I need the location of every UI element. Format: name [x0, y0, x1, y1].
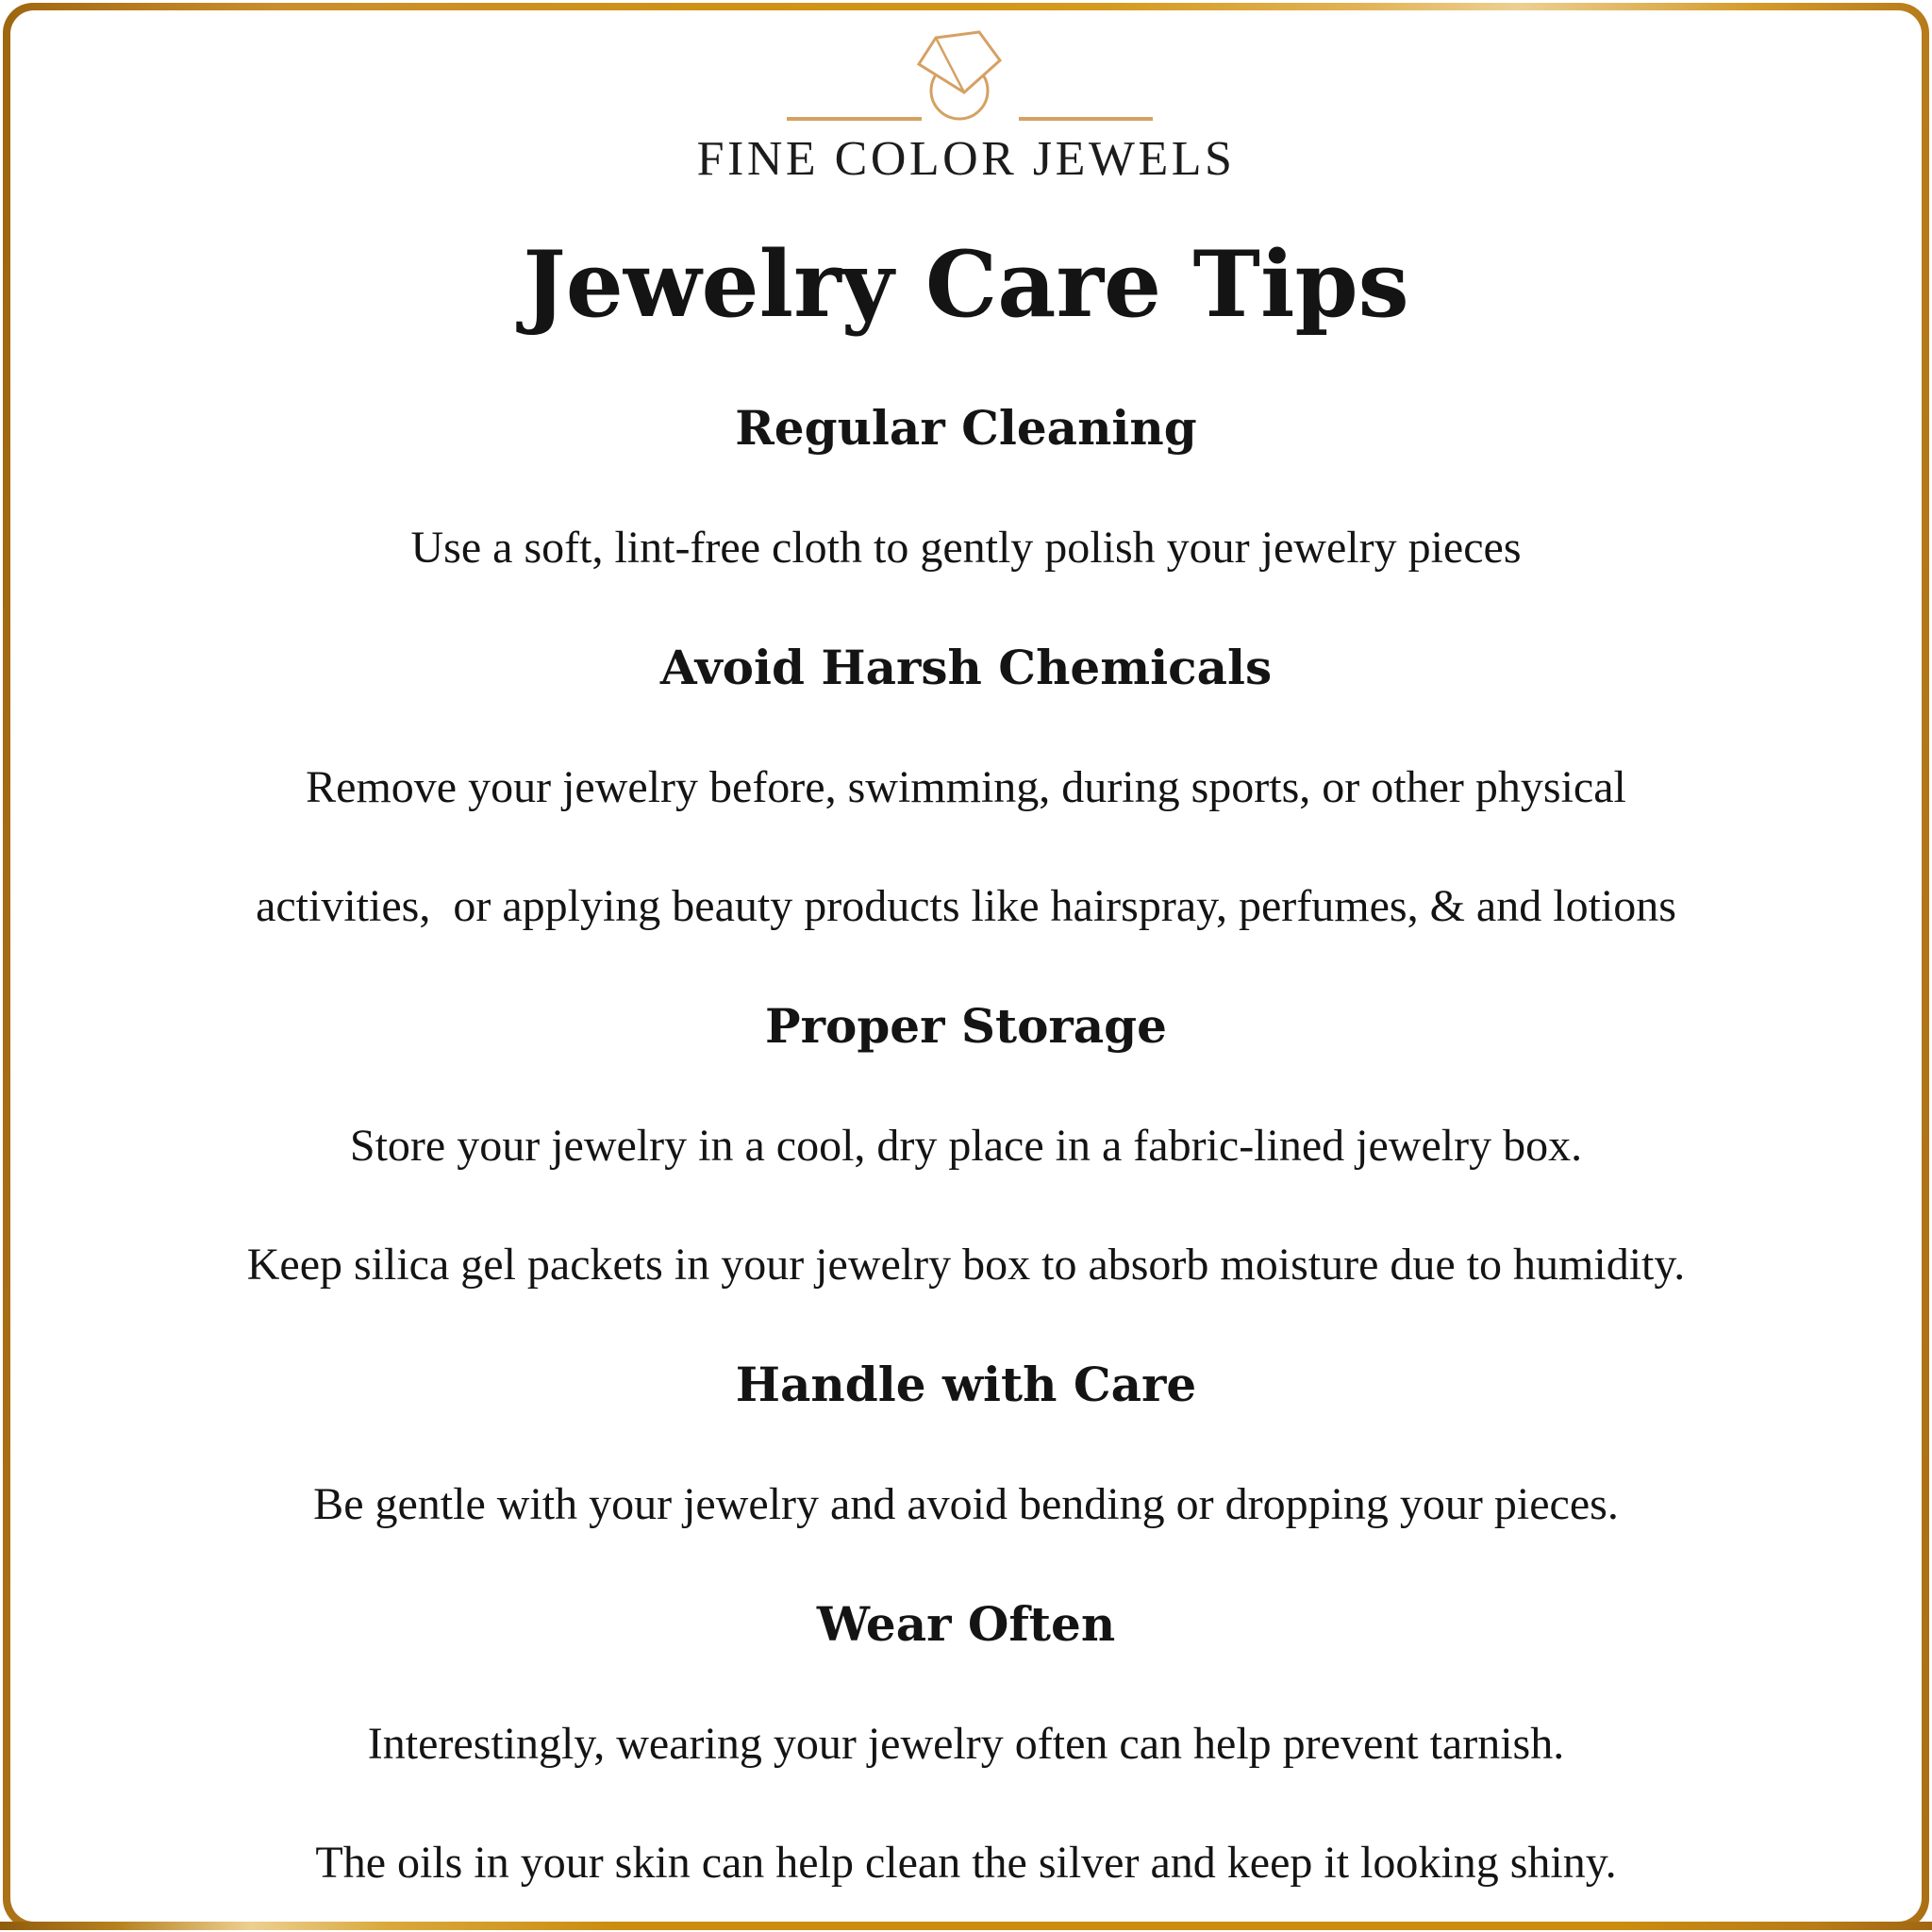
section-text: Be gentle with your jewelry and avoid bending or dropping your pieces. [313, 1478, 1619, 1529]
section-heading-proper-storage: Proper Storage [765, 998, 1167, 1055]
section-text: Use a soft, lint-free cloth to gently polish your jewelry pieces [410, 523, 1522, 574]
section-text: activities, or applying beauty products like hairspray, perfumes, & and lotions [256, 881, 1676, 932]
section-heading-avoid-harsh-chemicals: Avoid Harsh Chemicals [659, 640, 1273, 696]
section-text: Remove your jewelry before, swimming, during sports, or other physical [306, 762, 1626, 813]
section-heading-handle-with-care: Handle with Care [735, 1356, 1197, 1412]
section-text: Store your jewelry in a cool, dry place in a fabric-lined jewelry box. [349, 1121, 1583, 1172]
diamond-ring-icon [777, 28, 1155, 123]
section-text: Interestingly, wearing your jewelry often can help prevent tarnish. [367, 1718, 1565, 1769]
section-heading-regular-cleaning: Regular Cleaning [735, 400, 1197, 457]
section-heading-wear-often: Wear Often [816, 1595, 1116, 1652]
page-title: Jewelry Care Tips [523, 231, 1409, 339]
brand-name: FINE COLOR JEWELS [696, 132, 1236, 186]
section-text: Keep silica gel packets in your jewelry box to absorb moisture due to humidity. [246, 1240, 1686, 1291]
section-text: The oils in your skin can help clean the silver and keep it looking shiny. [315, 1837, 1617, 1888]
